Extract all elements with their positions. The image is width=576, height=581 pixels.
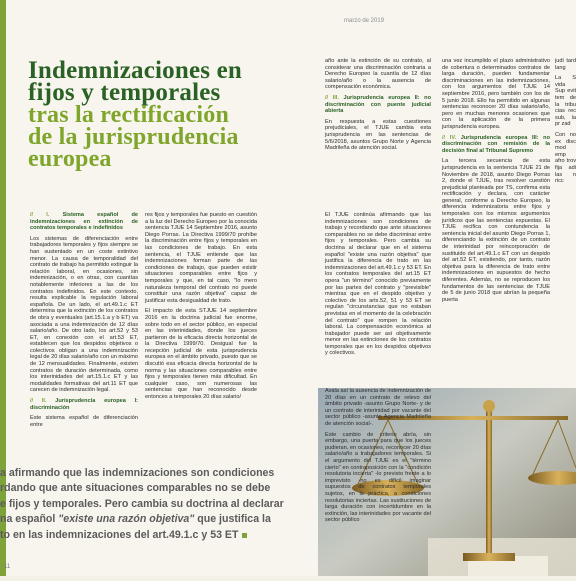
section-heading-text: Sistema español de indemnizaciones en extinción de contratos temporales e indefinidos — [30, 212, 139, 232]
title-line-3: tras la rectificación — [28, 102, 230, 128]
column-3 — [325, 58, 431, 218]
pull-quote-line — [0, 512, 316, 527]
body-paragraph: Este cambio de criterio abría, sin embargo, una puerta para que los jueces pudieran, en ocasiones, reconocer 20 días salario/año a trabajadores temporales. Si el argumento del TJUE es el "término cierto" en contraposición con la "condición resolutoria incierta" -lo previsto frente a lo imprevisto -no es difícil imaginar supuestos de contratos temporales sujetos, en la práctica, a condiciones resolutorias inciertas. Las sustituciones de larga duración con incertidumbre en la extinción, las interinidades por vacante del sector público — [325, 431, 431, 524]
body-paragraph: Con no ex disc mod emp afro trov fija adi las n ricc — [555, 131, 576, 185]
end-square-icon — [242, 533, 247, 538]
section-marker: // I. — [30, 212, 50, 218]
pull-quote-line: a afirmando que las indemnizaciones son condiciones — [0, 467, 275, 479]
pull-quote-text: to en las indemnizaciones del art.49.1.c y 53 ET — [0, 528, 239, 541]
section-heading-3 — [325, 95, 431, 115]
pull-quote-emphasis: "existe una razón objetiva" — [58, 513, 195, 526]
body-paragraph: La S vida Sup evit tem de la tribu cias rec sub, la pr zad — [555, 75, 576, 128]
pull-quote-line — [0, 528, 316, 543]
title-line-1: Indemnizaciones en — [28, 57, 243, 84]
body-paragraph: judi tard lang — [555, 58, 576, 71]
pull-quote-line: e fijos y temporales. Pero cambia su doctrina al declarar — [0, 497, 284, 510]
title-line-2: fijos y temporales — [28, 79, 221, 106]
pull-quote-line: rdando que ante situaciones comparables no se debe — [0, 482, 271, 495]
body-paragraph: El impacto de esta STJUE 14 septiembre 2016 en la doctrina judicial fue enorme, sobre todo en el sector público, en especial en las interinidades, donde los jueces partieron de la eficacia directa horizontal de la Directiva 1999/70. Desigual fue la recepción judicial de esta jurisprudencia europea en el ámbito privado, puesto que se discutió esa eficacia directa horizontal de la norma y las situaciones comparables entre fijos y temporales tienen más dificultad. En cualquier caso, son numerosas las sentencias que han reconocido desde entonces a temporales 20 días salario/ — [145, 308, 257, 401]
section-heading-text: Jurisprudencia europea II: no discriminación con puente judicial abierta — [325, 94, 431, 115]
column-6 — [325, 388, 431, 548]
issue-date: marzo de 2019 — [344, 18, 385, 24]
section-marker: // III. — [325, 94, 339, 101]
section-marker: // II. — [30, 398, 47, 405]
body-paragraph: Este sistema español de diferenciación entre — [30, 415, 138, 428]
column-5 — [325, 212, 431, 384]
section-heading-text: Jurisprudencia europea III: no discriminación con remisión de la decisión final al Tribunal Supremo — [442, 134, 550, 154]
body-paragraph: una vez incumplido el plazo administrativo de cobertura o determinados contratos de larga duración, pueden fundamentar discriminaciones en las indemnizaciones, con los argumentos del TJUE 14 septiembre 2016, pero también con los de 5 junio 2018. Ello ha permitido en algunas sentencias reconocer 20 días salario/año, pero en muchas menores ocasiones que con la aplicación de la primera jurisprudencia europea. — [442, 58, 550, 130]
body-paragraph: res fijos y temporales fue puesto en cuestión a la luz del Derecho Europeo por la conocida sentencia TJUE 14 Septiembre 2016, asunto Diego Porras. La Directiva 1999/70 prohíbe la discriminación entre fijos y temporales en las condiciones de trabajo. En esta sentencia, el TJUE entiende que las indemnizaciones forman parte de las condiciones de trabajo, que pueden existir situaciones comparables entre fijos y temporales y que, en tal caso, "lo mero naturaleza temporal del contrato no puede constituir una razón objetiva" capaz de justificar esta desigualdad de trato. — [145, 212, 257, 304]
title-line-4: de la jurisprudencia — [28, 124, 239, 150]
pull-quote — [0, 466, 316, 546]
body-paragraph: año ante la extinción de su contrato, al considerar una discriminación contraria a Derecho Europeo la cuantía de 12 días salario/año o la ausencia de compensación económica. — [325, 58, 431, 91]
section-heading-4 — [442, 135, 550, 155]
page-number: 11 — [4, 564, 11, 570]
column-2 — [145, 212, 257, 448]
column-1 — [30, 212, 139, 428]
pull-quote-text: que justifica la — [194, 513, 271, 526]
section-heading-1 — [30, 212, 138, 232]
title-line-5: europea — [28, 146, 112, 172]
body-paragraph: Los sistemas de diferenciación entre trabajadores temporales y fijos siempre se han sustentado en un coste extintivo menor. La causa de temporalidad del contrato de trabajo ha permitido extinguir la relación laboral, en ocasiones, sin indemnización, o en otras, con cuantías notablemente inferiores a las de los contratos indefinidos. En este contexto, resulta explicable la regulación laboral española. De un lado, el art.49.1.c ET determina que la extinción de los contratos de obra y eventuales (art.15.1.a y b ET) va asociada a una indemnización de 12 días salario/año. De otro lado, los art.52 y 53 ET, en conexión con el art.53 ET, establecen que los despidos objetivos o colectivos obligan a una indemnización legal de 20 días salario/año con un máximo de 12 mensualidades. Finalmente, existen contratos de duración determinada, como los interinidades del art.15.1.c ET y las modalidades formativas del art.11 ET que carecen de indemnización legal. — [30, 235, 138, 394]
article-title — [28, 57, 312, 172]
body-paragraph: El TJUE continúa afirmando que las indemnizaciones son condiciones de trabajo y recordando que ante situaciones comparables no se debe discriminar entre fijos y temporales. Pero cambia su doctrina al declarar que en el sistema español "existe una razón objetiva" que justifica la diferencia de trato en las indemnizaciones del art.49.1.c y 53 ET. En los contratos temporales del art.15 ET opera "un término" conocido previamente por las partes del contrato y "previsible" mientras que en el despido objetivo y colectivo de los arts.52, 51 y 53 ET se regulan "circunstancias que no estaban previstas en el momento de la celebración del contrato" que rompen la relación laboral. La compensación económica al trabajador puede ser así objetivamente menor en las extinciones de los contratos temporales que en los despidos objetivos y colectivos. — [325, 212, 431, 357]
body-paragraph: La tercera secuencia de esta jurisprudencia es la sentencia TJUE 21 de Noviembre de 2018, asunto Diego Porras 2, donde el TJUE, tras resolver cuestión prejudicial planteada por TS, confirma esta rectificación y declara, con carácter general, conforme a Derecho Europeo, la diferencia indemnizatoria entre fijos y temporales con los mismos argumentos jurídicos que las sentencias expuestas. El TJUE recifica con contundencia la sentencia inicial del asunto Diego Porras 1, diferenciando la extinción de un contrato de interinidad por reincorporación de sustituido del art.49.1.c ET con un despido del art.52 ET, existiendo, por tanto, razón objetiva para la diferencia de trato entre indemnizaciones en supuestos de hecho diferentes. Además, no se reproducen los fundamentos de las sentencias de TJUE de 5 de junio 2018 que abrían la pequeña puerta — [442, 158, 550, 303]
body-paragraph: Avala así la ausencia de indemnización de 20 días en un contrato de relevo del ámbito privado -asunto Grupo Norte- y de un contrato de interinidad por vacante del sector público -asunto Agencia Madrileña de atención social-. — [325, 388, 431, 427]
section-heading-2 — [30, 398, 138, 411]
section-heading-text: Jurisprudencia europea I: discriminación — [30, 398, 138, 411]
section-marker: // IV. — [442, 134, 457, 141]
pull-quote-text: na español — [0, 513, 59, 526]
body-paragraph: En respuesta a estas cuestiones prejudiciales, el TJUE cambia esta jurisprudencia en las sentencias de 5/6/2018, asuntos Grupo Norte y Agencia Madrileña de atención social. — [325, 118, 431, 152]
